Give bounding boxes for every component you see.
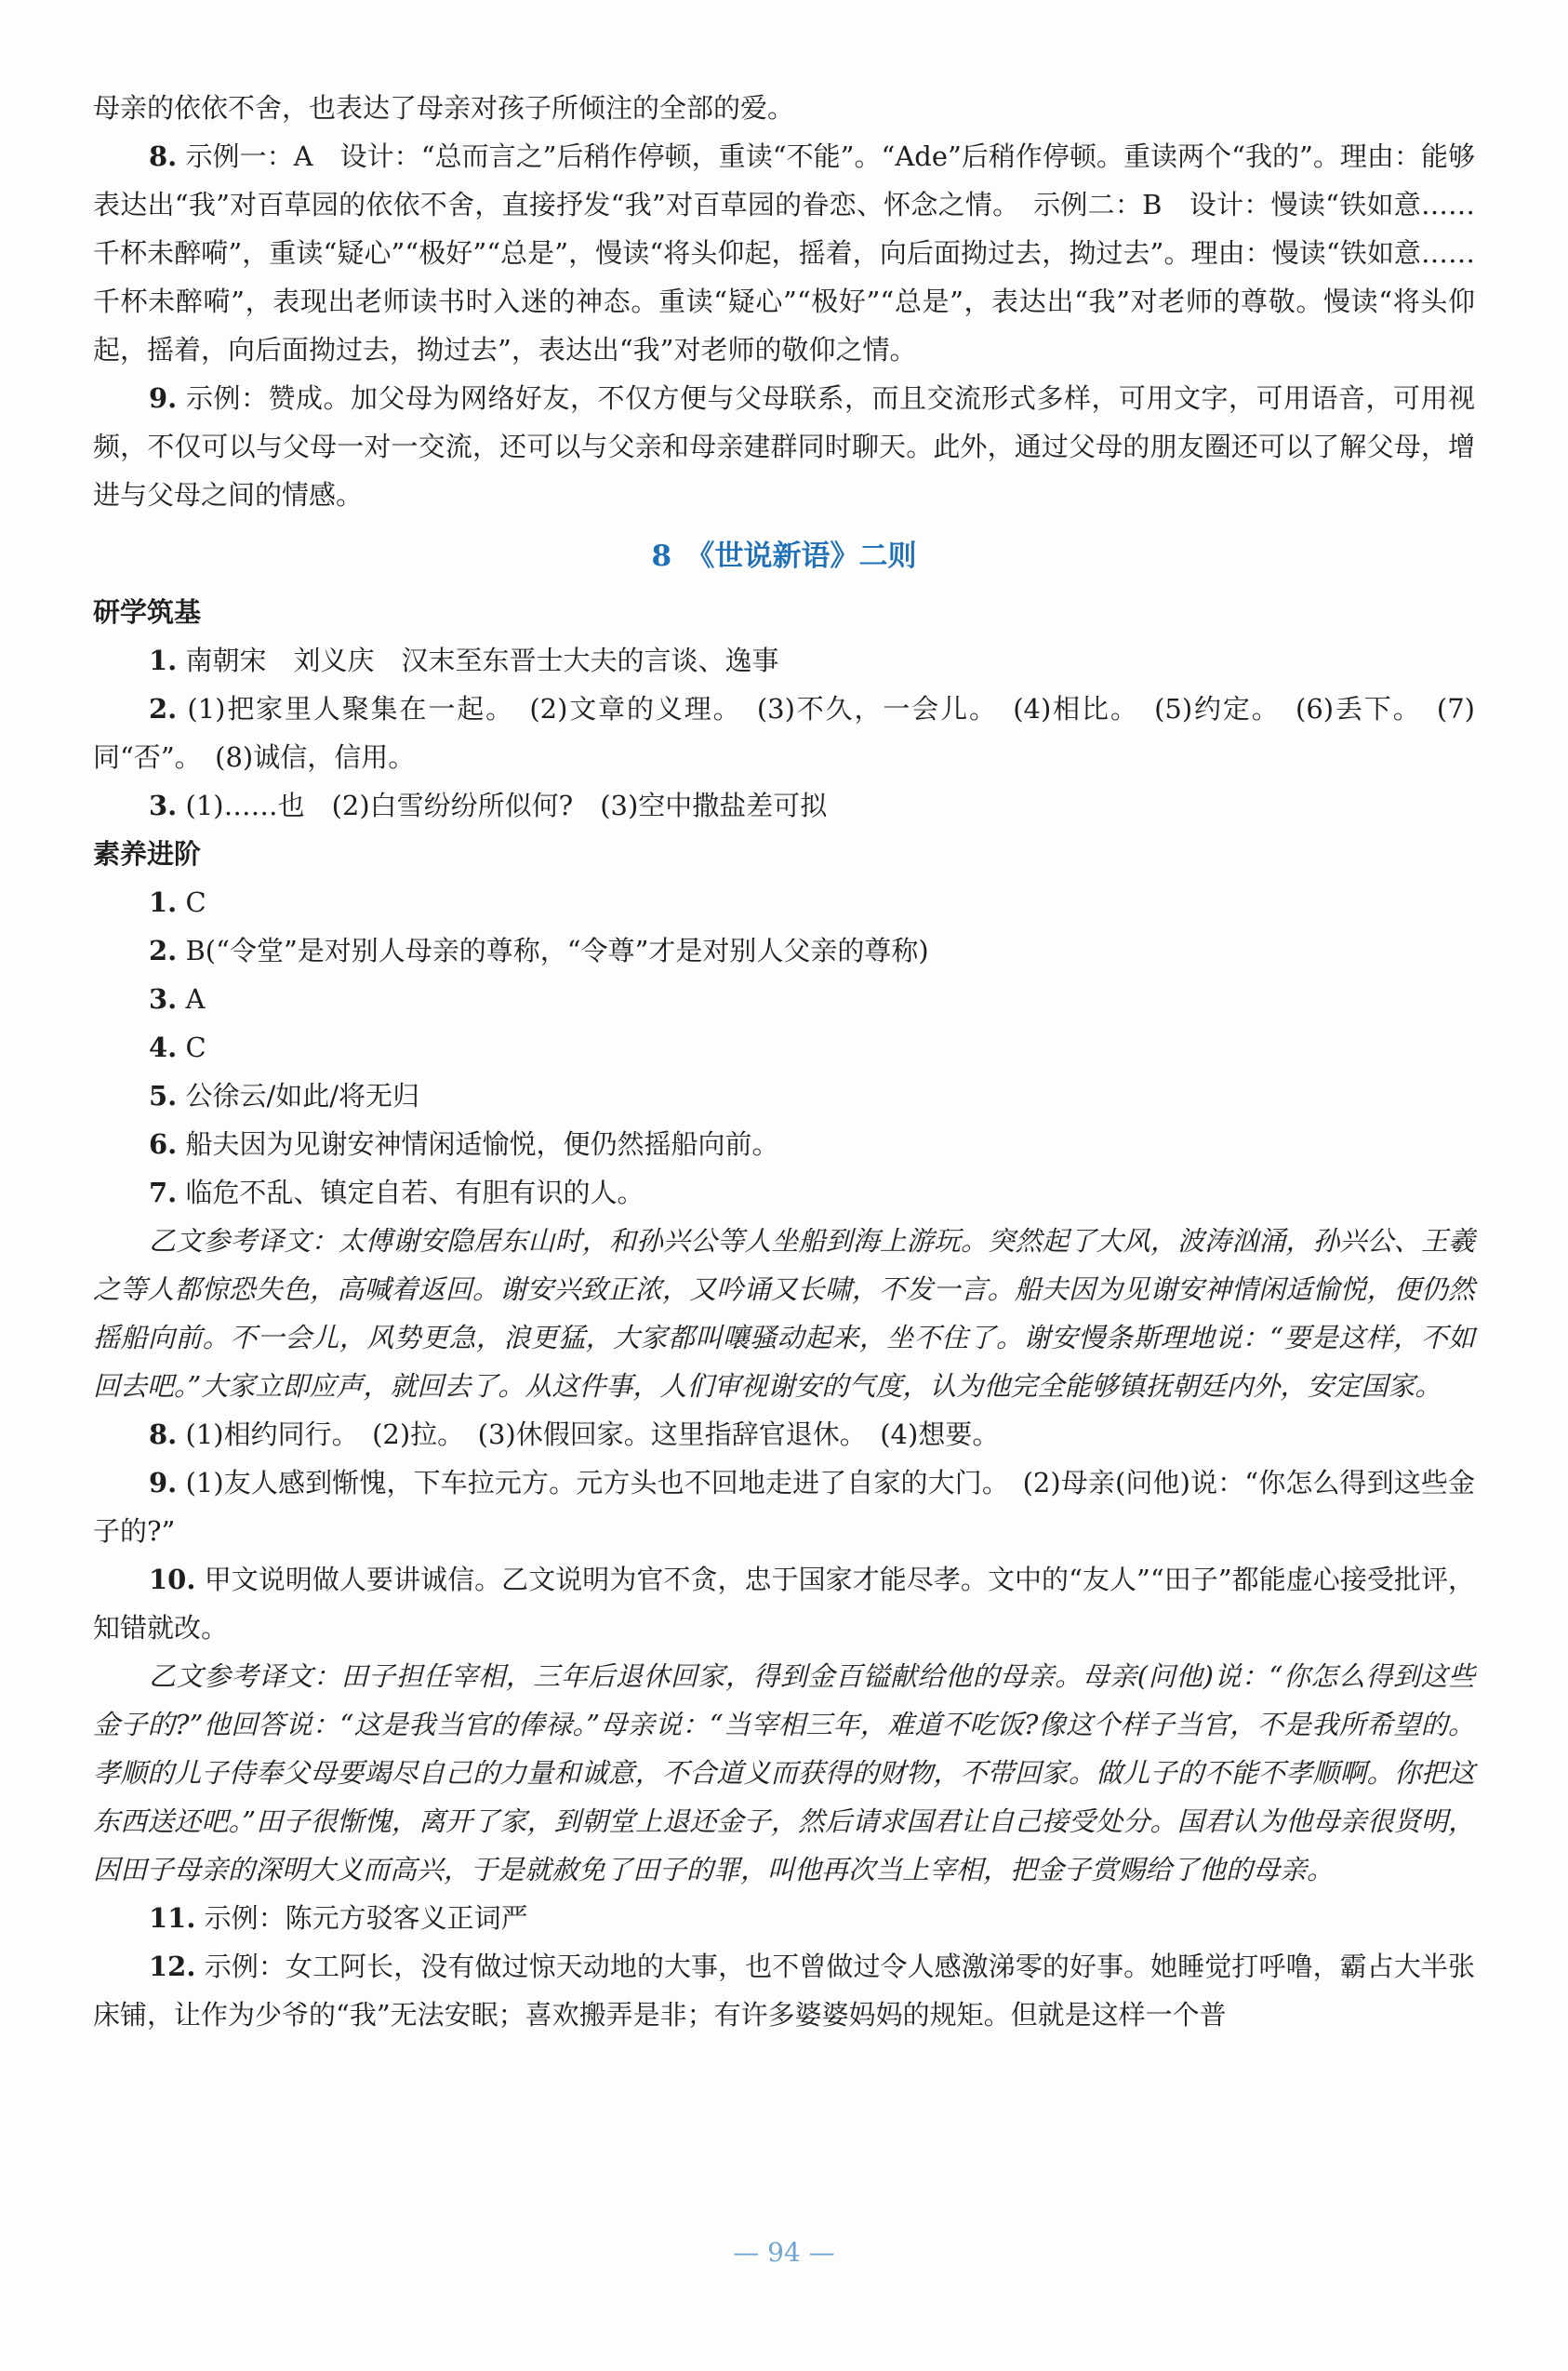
answer-text: 甲文说明做人要讲诚信。乙文说明为官不贪，忠于国家才能尽孝。文中的“友人”“田子”都能虚心接受批评，知错就改。 <box>93 1564 1475 1644</box>
answer-text: 示例：陈元方驳客义正词严 <box>204 1902 528 1934</box>
answer-number: 6. <box>149 1128 178 1160</box>
reference-translation: 乙文参考译文：田子担任宰相，三年后退休回家，得到金百镒献给他的母亲。母亲(问他)说：“你怎么得到这些金子的?”他回答说：“这是我当官的俸禄。”母亲说：“当宰相三年，难道不吃饭?像这个样子当官，不是我所希望的。孝顺的儿子侍奉父母要竭尽自己的力量和诚意，不合道义而获得的财物，不带回家。做儿子的不能不孝顺啊。你把这东西送还吧。”田子很惭愧，离开了家，到朝堂上退还金子，然后请求国君让自己接受处分。国君认为他母亲很贤明，因田子母亲的深明大义而高兴，于是就赦免了田子的罪，叫他再次当上宰相，把金子赏赐给了他的母亲。 <box>93 1660 1475 1885</box>
answer-number: 3. <box>149 983 178 1015</box>
answer-text: 船夫因为见谢安神情闲适愉悦，便仍然摇船向前。 <box>185 1128 779 1160</box>
answer-item <box>93 975 1475 1023</box>
answer-number: 7. <box>149 1177 178 1208</box>
answer-text: 示例一：A 设计：“总而言之”后稍作停顿，重读“不能”。“Ade”后稍作停顿。重读两个“我的”。理由：能够表达出“我”对百草园的依依不舍，直接抒发“我”对百草园的眷恋、怀念之情。 示例二：B 设计：慢读“铁如意……千杯未醉嗬”，重读“疑心”“极好”“总是”，慢读“将头仰起，摇着，向后面拗过去，拗过去”。理由：慢读“铁如意……千杯未醉嗬”，表现出老师读书时入迷的神态。重读“疑心”“极好”“总是”，表达出“我”对老师的尊敬。慢读“将头仰起，摇着，向后面拗过去，拗过去”，表达出“我”对老师的敬仰之情。 <box>93 140 1475 366</box>
section-heading: 研学筑基 <box>93 596 202 628</box>
paragraph-continuation <box>93 84 1475 132</box>
answer-item <box>93 685 1475 781</box>
answer-item <box>93 132 1475 374</box>
answer-number: 3. <box>149 790 178 821</box>
answer-item <box>93 1072 1475 1120</box>
answer-number: 4. <box>149 1032 178 1063</box>
answer-number: 5. <box>149 1080 178 1112</box>
answer-number: 11. <box>149 1902 196 1934</box>
answer-text: 临危不乱、镇定自若、有胆有识的人。 <box>185 1177 644 1208</box>
answer-number: 2. <box>149 693 178 725</box>
answer-text: (1)把家里人聚集在一起。 (2)文章的义理。 (3)不久，一会儿。 (4)相比。 (5)约定。 (6)丢下。 (7)同“否”。 (8)诚信，信用。 <box>93 693 1475 773</box>
answer-number: 1. <box>149 645 178 676</box>
answer-item <box>93 878 1475 926</box>
answer-text: A <box>185 983 206 1015</box>
answer-item <box>93 1942 1475 2039</box>
section-heading: 素养进阶 <box>93 838 202 870</box>
answer-number: 10. <box>149 1564 196 1595</box>
answer-number: 12. <box>149 1951 196 1982</box>
answer-text: (1)……也 (2)白雪纷纷所似何? (3)空中撒盐差可拟 <box>185 790 828 821</box>
page-number: — 94 — <box>733 2237 835 2268</box>
answer-item <box>93 636 1475 685</box>
answer-text: 南朝宋 刘义庆 汉末至东晋士大夫的言谈、逸事 <box>185 645 779 676</box>
answer-item <box>93 1023 1475 1072</box>
answer-item <box>93 1459 1475 1555</box>
answer-text: (1)友人感到惭愧，下车拉元方。元方头也不回地走进了自家的大门。 (2)母亲(问他)说：“你怎么得到这些金子的?” <box>93 1467 1475 1547</box>
answer-item <box>93 1555 1475 1652</box>
answer-number: 1. <box>149 886 178 918</box>
answer-item <box>93 1168 1475 1217</box>
section-title: 8 《世说新语》二则 <box>651 539 917 573</box>
answer-number: 9. <box>149 382 178 414</box>
answer-text: B(“令堂”是对别人母亲的尊称，“令尊”才是对别人父亲的尊称) <box>185 935 929 966</box>
answer-item <box>93 781 1475 830</box>
paragraph-text: 母亲的依依不舍，也表达了母亲对孩子所倾注的全部的爱。 <box>93 92 795 124</box>
answer-text: 公徐云/如此/将无归 <box>185 1080 420 1112</box>
answer-item <box>93 1120 1475 1168</box>
answer-item <box>93 374 1475 519</box>
answer-number: 9. <box>149 1467 178 1499</box>
answer-item <box>93 926 1475 975</box>
answer-text: (1)相约同行。 (2)拉。 (3)休假回家。这里指辞官退休。 (4)想要。 <box>185 1419 1000 1450</box>
reference-translation: 乙文参考译文：太傅谢安隐居东山时，和孙兴公等人坐船到海上游玩。突然起了大风，波涛汹涌，孙兴公、王羲之等人都惊恐失色，高喊着返回。谢安兴致正浓，又吟诵又长啸，不发一言。船夫因为见谢安神情闲适愉悦，便仍然摇船向前。不一会儿，风势更急，浪更猛，大家都叫嚷骚动起来，坐不住了。谢安慢条斯理地说：“要是这样，不如回去吧。”大家立即应声，就回去了。从这件事，人们审视谢安的气度，认为他完全能够镇抚朝廷内外，安定国家。 <box>93 1225 1475 1402</box>
answer-text: C <box>185 1032 206 1063</box>
answer-text: 示例：赞成。加父母为网络好友，不仅方便与父母联系，而且交流形式多样，可用文字，可用语音，可用视频，不仅可以与父母一对一交流，还可以与父亲和母亲建群同时聊天。此外，通过父母的朋友圈还可以了解父母，增进与父母之间的情感。 <box>93 382 1475 511</box>
answer-text: C <box>185 886 206 918</box>
answer-item <box>93 1410 1475 1459</box>
answer-item <box>93 1894 1475 1942</box>
answer-number: 8. <box>149 1419 178 1450</box>
answer-text: 示例：女工阿长，没有做过惊天动地的大事，也不曾做过令人感激涕零的好事。她睡觉打呼噜，霸占大半张床铺，让作为少爷的“我”无法安眠；喜欢搬弄是非；有许多婆婆妈妈的规矩。但就是这样一个普 <box>93 1951 1475 2031</box>
answer-number: 8. <box>149 140 178 172</box>
answer-number: 2. <box>149 935 178 966</box>
